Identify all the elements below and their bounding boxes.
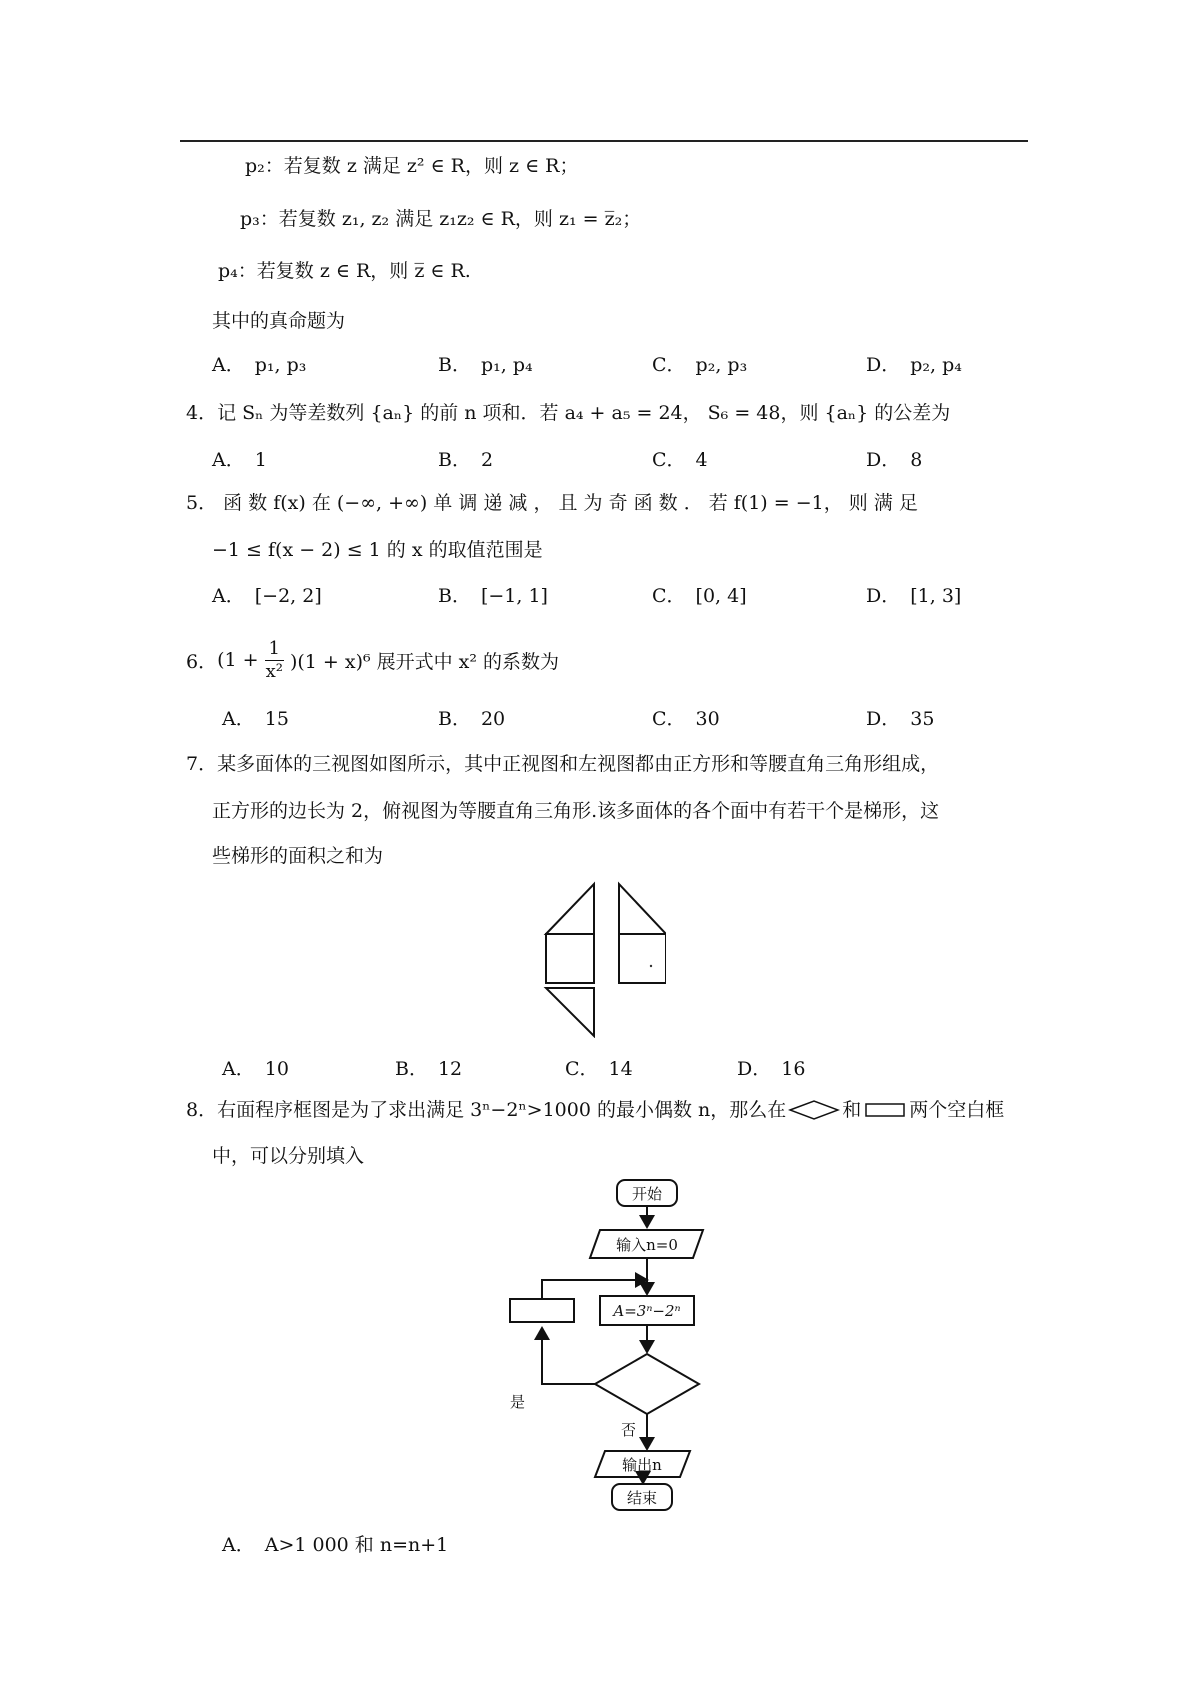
header-rule <box>180 140 1028 142</box>
q8-stem-line1 <box>186 1097 1004 1123</box>
q5-option-c: C． [0, 4] <box>652 585 747 607</box>
three-view-figure <box>536 866 666 1038</box>
q6-fraction-denominator: x² <box>265 660 283 682</box>
q6-option-b: B． 20 <box>438 708 506 730</box>
q4-option-a: A． 1 <box>212 449 267 471</box>
q8-stem-part2: 和 <box>842 1099 862 1121</box>
flowchart <box>500 1178 710 1513</box>
flow-end-label: 结束 <box>626 1489 658 1507</box>
proposition-p4: p₄：若复数 z ∈ R，则 z̅ ∈ R. <box>218 260 471 282</box>
side-view-square <box>619 934 666 983</box>
flow-assign-label: A=3ⁿ−2ⁿ <box>613 1302 681 1320</box>
flow-yes-label: 是 <box>510 1393 526 1411</box>
flow-output-label: 输出n <box>622 1456 662 1474</box>
top-view-triangle <box>546 988 594 1036</box>
q6-option-c: C． 30 <box>652 708 720 730</box>
q6-stem <box>186 630 559 690</box>
front-view-square <box>546 934 594 983</box>
q8-stem-line2: 中，可以分别填入 <box>212 1145 365 1167</box>
rectangle-box-icon <box>863 1099 907 1121</box>
q7-option-b: B． 12 <box>395 1058 463 1080</box>
flow-blank-process-box <box>510 1299 574 1322</box>
q8-stem-part3: 两个空白框 <box>909 1099 1005 1121</box>
q5-option-a: A． [−2, 2] <box>212 585 322 607</box>
flow-start-label: 开始 <box>631 1185 663 1203</box>
q7-option-c: C． 14 <box>565 1058 633 1080</box>
q4-option-d: D． 8 <box>866 449 923 471</box>
q6-option-d: D． 35 <box>866 708 935 730</box>
q6-number: 6． <box>186 650 218 673</box>
q4-stem: 4．记 Sₙ 为等差数列 {aₙ} 的前 n 项和．若 a₄ + a₅ = 24， S₆ = 48，则 {aₙ} 的公差为 <box>186 402 951 424</box>
q3-option-a: A． p₁, p₃ <box>212 354 307 376</box>
q6-fraction-numerator: 1 <box>265 638 284 661</box>
diamond-box-icon <box>788 1099 840 1121</box>
q3-option-b: B． p₁, p₄ <box>438 354 533 376</box>
q8-stem-part1: 8．右面程序框图是为了求出满足 3ⁿ−2ⁿ>1000 的最小偶数 n，那么在 <box>186 1099 787 1121</box>
q6-expr-prefix: (1 + <box>217 649 259 671</box>
q7-option-d: D． 16 <box>737 1058 806 1080</box>
q4-option-c: C． 4 <box>652 449 708 471</box>
q3-option-d: D． p₂, p₄ <box>866 354 962 376</box>
q7-stem-line1: 7．某多面体的三视图如图所示，其中正视图和左视图都由正方形和等腰直角三角形组成， <box>186 753 940 775</box>
flow-decision-diamond <box>595 1354 699 1414</box>
q7-stem-line3: 些梯形的面积之和为 <box>212 845 384 867</box>
q6-option-a: A． 15 <box>222 708 289 730</box>
flow-no-label: 否 <box>621 1421 637 1439</box>
q6-fraction <box>262 638 287 683</box>
q5-stem-line2: −1 ≤ f(x − 2) ≤ 1 的 x 的取值范围是 <box>212 539 543 561</box>
q3-option-c: C． p₂, p₃ <box>652 354 748 376</box>
front-view-triangle <box>546 884 594 934</box>
proposition-p3: p₃：若复数 z₁, z₂ 满足 z₁z₂ ∈ R，则 z₁ = z̅₂； <box>240 208 642 230</box>
proposition-p2: p₂：若复数 z 满足 z² ∈ R，则 z ∈ R； <box>245 155 579 177</box>
q7-option-a: A． 10 <box>222 1058 289 1080</box>
q5-stem-line1: 5． 函 数 f(x) 在 (−∞, +∞) 单 调 递 减 ， 且 为 奇 函 数 ． 若 f(1) = −1， 则 满 足 <box>186 492 918 514</box>
q3-prompt: 其中的真命题为 <box>212 310 346 332</box>
q6-expr-suffix: )(1 + x)⁶ 展开式中 x² 的系数为 <box>289 650 560 673</box>
q7-stem-line2: 正方形的边长为 2，俯视图为等腰直角三角形.该多面体的各个面中有若干个是梯形，这 <box>212 800 940 822</box>
q8-option-a: A． A>1 000 和 n=n+1 <box>222 1534 449 1556</box>
side-view-triangle <box>619 884 666 934</box>
q5-option-b: B． [−1, 1] <box>438 585 548 607</box>
q4-option-b: B． 2 <box>438 449 494 471</box>
q5-option-d: D． [1, 3] <box>866 585 962 607</box>
flow-input-label: 输入n=0 <box>616 1236 678 1254</box>
